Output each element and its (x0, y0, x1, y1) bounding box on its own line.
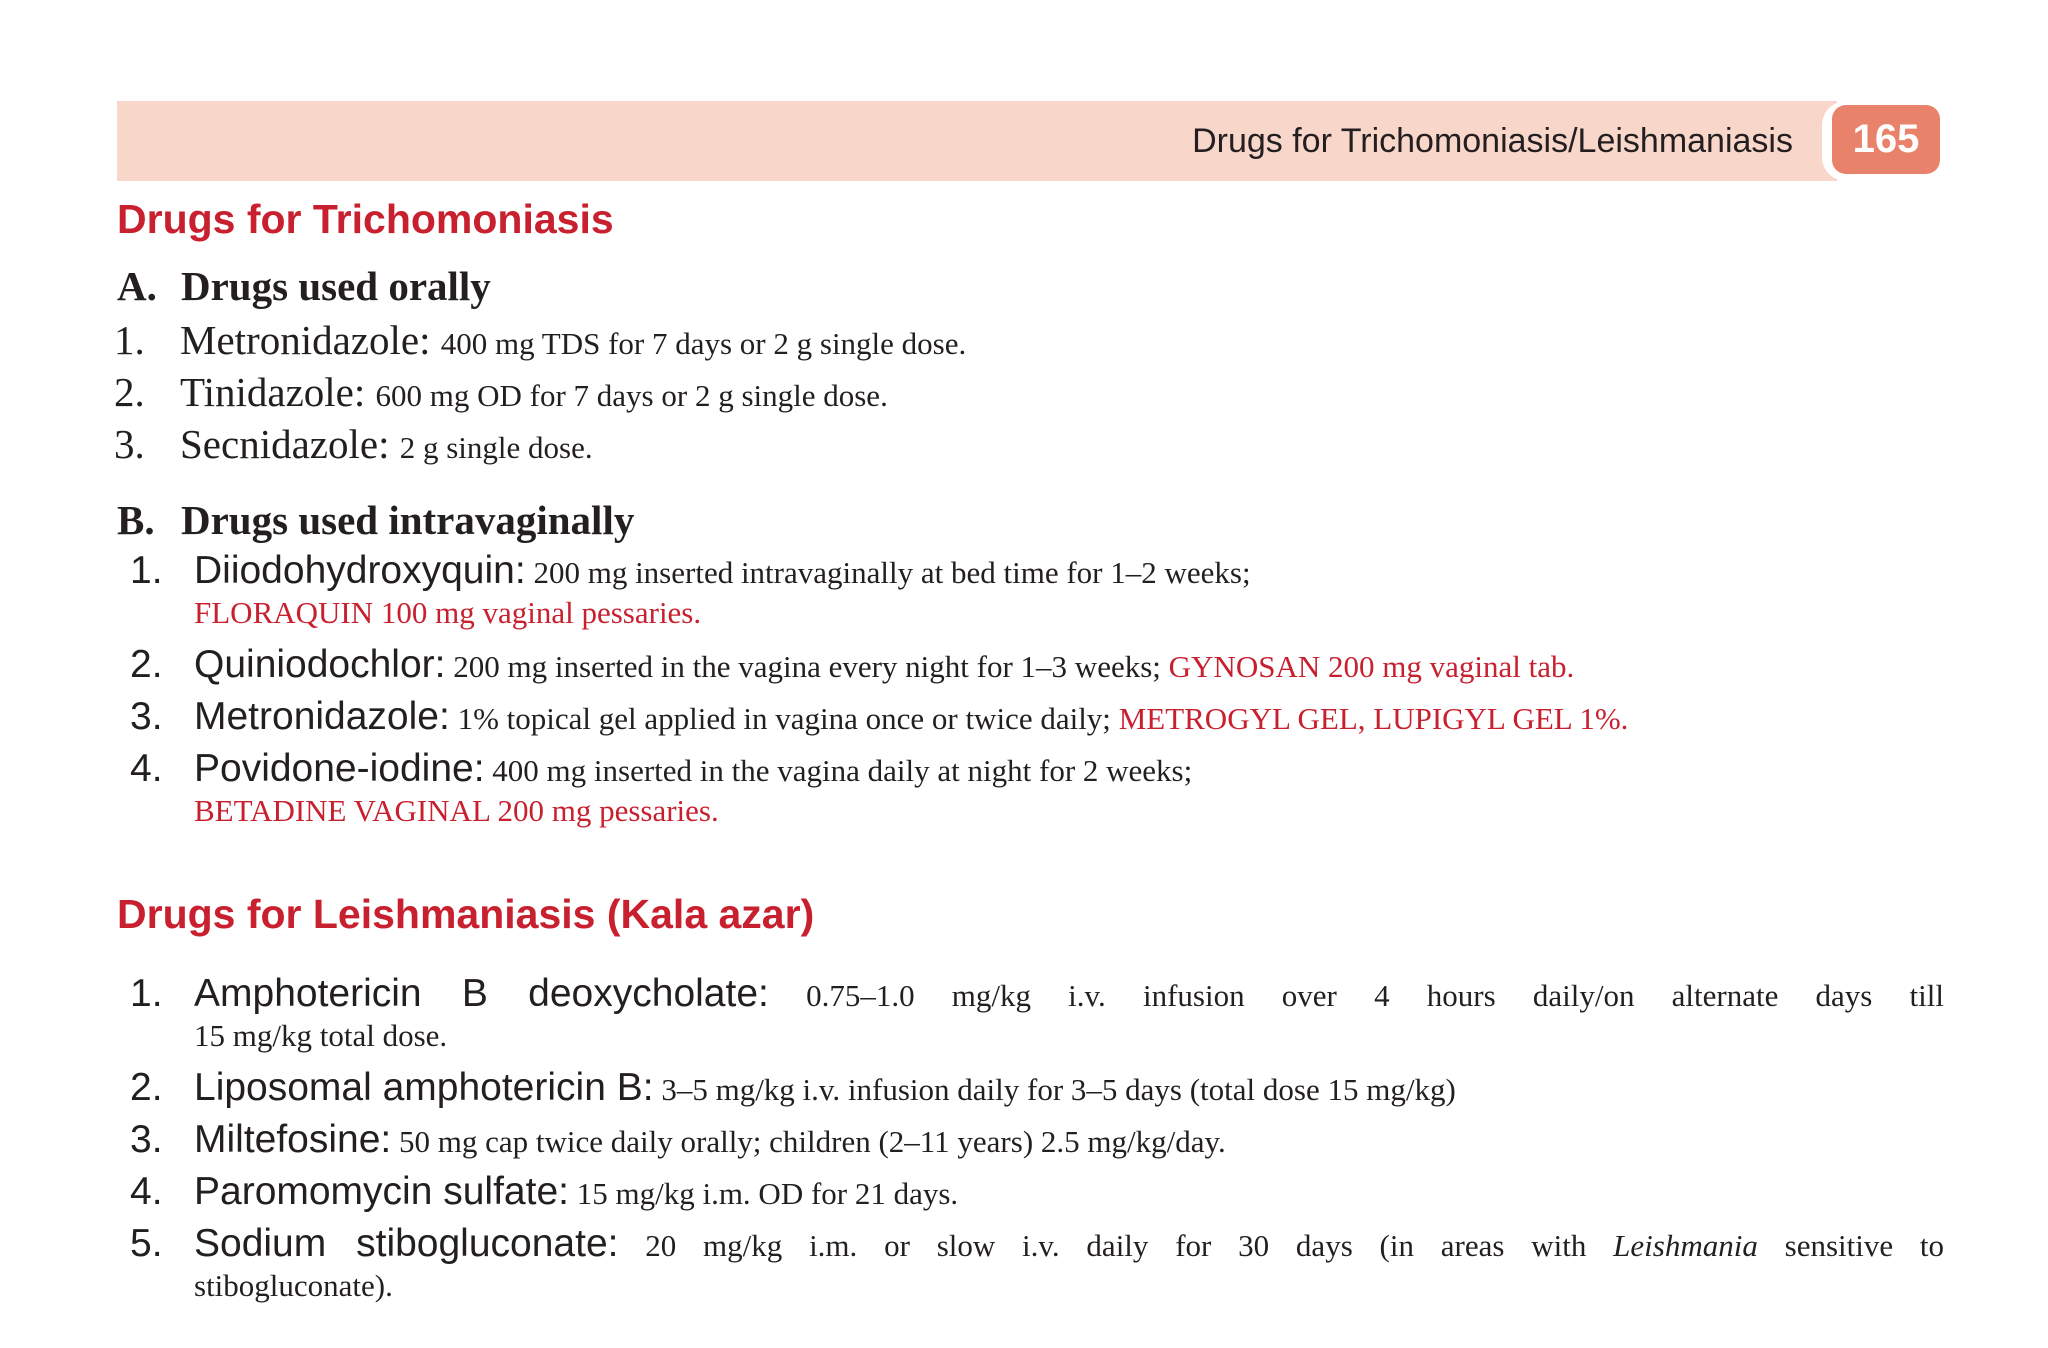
brand-name: GYNOSAN 200 mg vaginal tab. (1168, 649, 1575, 684)
drug-dosage: 3–5 mg/kg i.v. infusion daily for 3–5 days (total dose 15 mg/kg) (661, 1072, 1456, 1107)
item-number: 4. (130, 747, 163, 790)
subheading-intravaginal (117, 496, 634, 544)
item-number: 3. (114, 421, 145, 467)
item-number: 1. (114, 317, 145, 363)
drug-name: Tinidazole: (180, 369, 366, 415)
subheading-letter: B. (117, 497, 155, 543)
drug-line (194, 974, 1944, 1016)
drug-dosage-end: sensitive to (1784, 1228, 1945, 1263)
subheading-text: Drugs used intravaginally (181, 497, 635, 543)
item-number: 1. (130, 972, 163, 1015)
drug-entry (194, 697, 1944, 739)
drug-entry (194, 1224, 1944, 1306)
drug-name: Diiodohydroxyquin: (194, 549, 526, 592)
drug-dosage: 200 mg inserted intravaginally at bed time for 1–2 weeks; (533, 555, 1251, 590)
drug-dosage: 0.75–1.0 mg/kg i.v. infusion over 4 hours daily/on alternate days till (806, 978, 1945, 1013)
drug-entry (194, 1068, 1944, 1110)
item-number: 3. (130, 695, 163, 738)
drug-entry (180, 368, 888, 416)
item-number: 2. (130, 643, 163, 686)
drug-line (194, 1224, 1944, 1266)
drug-name: Amphotericin B deoxycholate: (194, 972, 769, 1015)
drug-dosage: 600 mg OD for 7 days or 2 g single dose. (375, 378, 888, 413)
drug-dosage: 1% topical gel applied in vagina once or twice daily; (457, 701, 1111, 736)
drug-entry (194, 645, 1944, 687)
section-title-trichomoniasis: Drugs for Trichomoniasis (117, 196, 614, 242)
drug-entry (180, 420, 593, 468)
drug-dosage: 50 mg cap twice daily orally; children (2–11 years) 2.5 mg/kg/day. (399, 1124, 1226, 1159)
running-header-title: Drugs for Trichomoniasis/Leishmaniasis (1192, 122, 1793, 160)
item-number: 2. (130, 1066, 163, 1109)
drug-dosage: 400 mg inserted in the vagina daily at night for 2 weeks; (492, 753, 1193, 788)
item-number: 3. (130, 1118, 163, 1161)
drug-name: Secnidazole: (180, 421, 390, 467)
drug-dosage: 400 mg TDS for 7 days or 2 g single dose. (440, 326, 967, 361)
brand-name: FLORAQUIN 100 mg vaginal pessaries. (194, 595, 702, 630)
subheading-oral (117, 262, 491, 310)
drug-name: Miltefosine: (194, 1118, 392, 1161)
item-number: 2. (114, 369, 145, 415)
drug-entry (194, 1120, 1944, 1162)
drug-entry (194, 749, 1944, 831)
item-number: 5. (130, 1222, 163, 1265)
organism-name: Leishmania (1613, 1228, 1758, 1263)
drug-name: Metronidazole: (194, 695, 450, 738)
brand-name: BETADINE VAGINAL 200 mg pessaries. (194, 793, 719, 828)
drug-dosage: 2 g single dose. (399, 430, 593, 465)
brand-name: METROGYL GEL, LUPIGYL GEL 1%. (1118, 701, 1629, 736)
drug-dosage: 15 mg/kg i.m. OD for 21 days. (576, 1176, 959, 1211)
item-number: 1. (130, 549, 163, 592)
drug-name: Paromomycin sulfate: (194, 1170, 569, 1213)
page-number: 165 (1832, 105, 1940, 174)
drug-name: Sodium stibogluconate: (194, 1222, 619, 1265)
drug-dosage: 200 mg inserted in the vagina every night for 1–3 weeks; (453, 649, 1161, 684)
drug-name: Quiniodochlor: (194, 643, 446, 686)
subheading-text: Drugs used orally (181, 263, 491, 309)
drug-dosage: 20 mg/kg i.m. or slow i.v. daily for 30 days (in areas with (645, 1228, 1587, 1263)
drug-entry (194, 1172, 1944, 1214)
drug-entry (180, 316, 966, 364)
drug-entry (194, 974, 1944, 1056)
item-number: 4. (130, 1170, 163, 1213)
drug-name: Liposomal amphotericin B: (194, 1066, 654, 1109)
drug-entry (194, 551, 1944, 633)
subheading-letter: A. (117, 263, 157, 309)
drug-dosage-continued: stibogluconate). (194, 1268, 393, 1303)
drug-name: Metronidazole: (180, 317, 431, 363)
drug-dosage-continued: 15 mg/kg total dose. (194, 1018, 448, 1053)
section-title-leishmaniasis: Drugs for Leishmaniasis (Kala azar) (117, 891, 815, 937)
drug-name: Povidone-iodine: (194, 747, 485, 790)
